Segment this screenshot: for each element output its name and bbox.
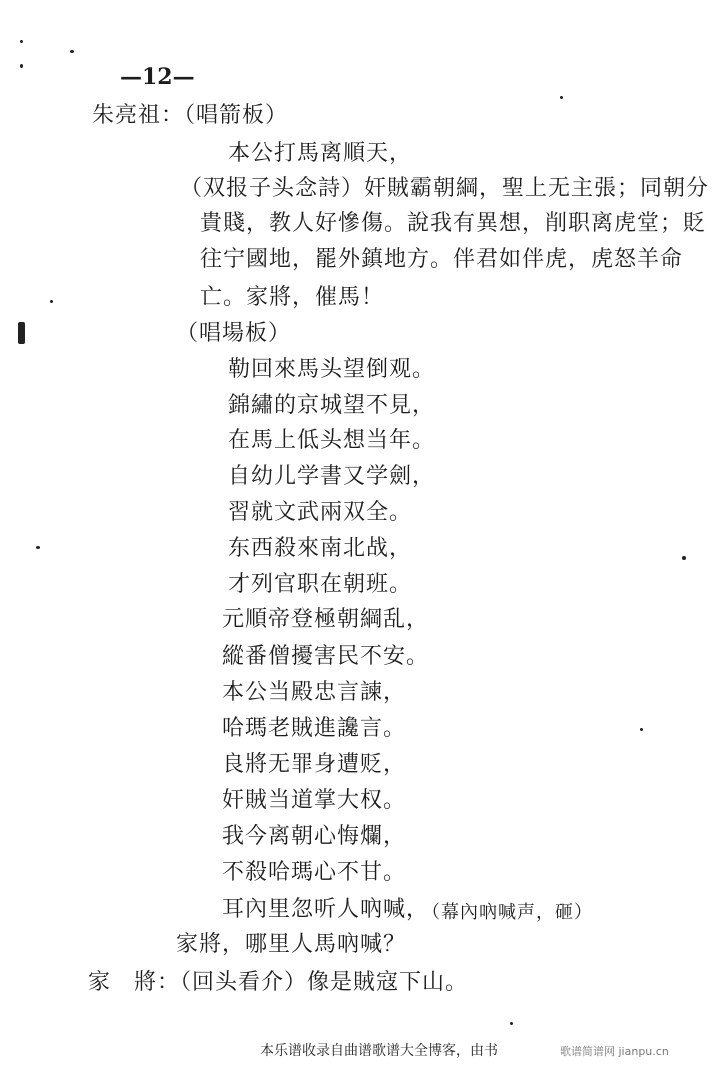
stage-direction: （唱場板） [176, 321, 292, 346]
verse-line: 才列官职在朝班。 [228, 572, 413, 597]
verse-line: 元順帝登極朝綱乱， [222, 607, 430, 632]
page-number: —12— [120, 64, 195, 90]
recitation-line: 貴賤，教人好慘傷。說我有異想，削职离虎堂；貶 [200, 211, 707, 236]
verse-line: 勒回來馬头望倒观。 [228, 357, 436, 382]
speaker-line: 家 將：（回头看介）像是賊寇下山。 [88, 970, 469, 995]
verse-line: 縱番僧擾害民不安。 [222, 644, 430, 669]
verse-line: 哈瑪老賊進讒言。 [222, 716, 407, 741]
speaker-line: 朱亮祖：（唱箭板） [92, 103, 289, 128]
verse-line: 習就文武兩双全。 [228, 500, 413, 525]
scan-speck [36, 546, 40, 549]
recitation-line: 往宁國地，罷外鎮地方。伴君如伴虎，虎怒羊命 [200, 247, 684, 272]
footer-text: 本乐谱收录自曲谱歌谱大全博客，由书 [260, 1043, 498, 1059]
verse-line: 我今离朝心悔爛， [222, 824, 407, 849]
verse-line: 奸賊当道掌大权。 [222, 788, 407, 813]
verse-line: 在馬上低头想当年。 [228, 428, 436, 453]
verse-line: 錦繡的京城望不見， [228, 393, 436, 418]
verse-line: 耳內里忽听人吶喊， [222, 897, 430, 922]
scan-speck [20, 64, 23, 68]
verse-line: 自幼儿学書又学劍， [228, 464, 436, 489]
scan-speck [20, 40, 23, 43]
verse-line: 本公打馬离順天， [228, 141, 413, 166]
scan-speck [560, 96, 563, 99]
stage-direction: （幕內吶喊声，砸） [422, 902, 593, 923]
verse-line: 本公当殿忠言諫， [222, 680, 407, 705]
scan-speck [50, 300, 53, 303]
verse-line: 东西殺來南北战， [228, 536, 413, 561]
verse-line: 不殺哈瑪心不甘。 [222, 860, 407, 885]
scan-speck [682, 556, 686, 560]
scan-speck [510, 1022, 513, 1025]
recitation-line: （双报子头念詩）奸賊霸朝綱，聖上无主張；同朝分 [180, 176, 710, 201]
watermark: 歌谱简谱网 jianpu.cn [560, 1045, 669, 1058]
scan-speck [70, 50, 74, 53]
scan-speck [18, 322, 25, 344]
verse-line: 良將无罪身遭贬， [222, 752, 407, 777]
scan-speck [640, 728, 643, 731]
verse-line: 家將，哪里人馬吶喊？ [176, 932, 407, 957]
recitation-line: 亡。家將，催馬！ [200, 285, 385, 310]
